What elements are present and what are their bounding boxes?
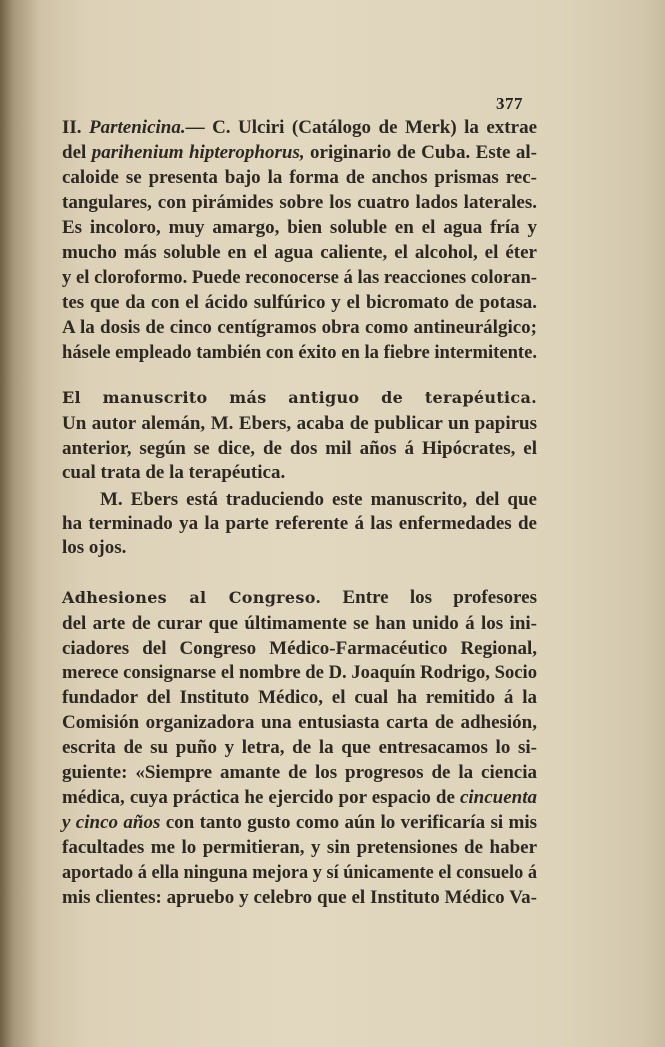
line-text: anterior, según se dice, de dos mil años á Hipócrates, el bbox=[62, 438, 537, 459]
line-text: cual trata de la terapéutica. bbox=[62, 462, 286, 483]
text-line bbox=[62, 216, 537, 240]
heading-text: Adhesiones al Congreso. bbox=[62, 588, 322, 607]
line-text: originario de Cuba. Este al- bbox=[304, 142, 537, 163]
text-line bbox=[62, 761, 537, 785]
line-text: con tanto gusto como aún lo verificaría si mis bbox=[160, 812, 537, 833]
text-line bbox=[62, 266, 537, 290]
section-heading-line bbox=[62, 386, 537, 410]
line-text: ha terminado ya la parte referente á las enfermedades de bbox=[62, 513, 537, 534]
line-text: caloide se presenta bajo la forma de anchos prismas rec- bbox=[62, 167, 537, 188]
text-line bbox=[62, 166, 537, 190]
line-text: mucho más soluble en el agua caliente, el alcohol, el éter bbox=[62, 242, 537, 263]
line-text: — C. Ulciri (Catálogo de Merk) la extrae bbox=[185, 117, 537, 138]
text-line bbox=[62, 886, 537, 910]
line-text: del bbox=[62, 142, 92, 163]
line-text: Un autor alemán, M. Ebers, acaba de publicar un papirus bbox=[62, 413, 537, 434]
line-text: Es incoloro, muy amargo, bien soluble en el agua fría y bbox=[62, 217, 537, 238]
line-text: aportado á ella ninguna mejora y sí únicamente el consuelo á bbox=[62, 862, 537, 883]
line-text: facultades me lo permitieran, y sin pretensiones de haber bbox=[62, 837, 537, 858]
line-text: y el cloroformo. Puede reconocerse á las reacciones coloran- bbox=[62, 267, 537, 288]
text-line bbox=[62, 341, 537, 365]
italic-text: cincuenta bbox=[459, 787, 537, 808]
text-line bbox=[62, 116, 537, 140]
line-text: hásele empleado también con éxito en la fiebre intermitente. bbox=[62, 342, 537, 363]
italic-text: Partenicina. bbox=[89, 117, 186, 138]
line-text: II. bbox=[62, 117, 90, 138]
line-text: guiente: «Siempre amante de los progresos de la ciencia bbox=[62, 762, 537, 783]
text-line bbox=[62, 191, 537, 215]
line-text: los ojos. bbox=[62, 537, 127, 558]
line-text: ciadores del Congreso Médico-Farmacéutico Regional, bbox=[62, 638, 537, 659]
text-line bbox=[62, 241, 537, 265]
heading-text: El manuscrito más antiguo de terapéutica. bbox=[62, 388, 537, 407]
text-line bbox=[62, 512, 537, 536]
text-line bbox=[62, 437, 537, 461]
line-text: tes que da con el ácido sulfúrico y el bicromato de potasa. bbox=[62, 292, 537, 313]
text-line bbox=[62, 291, 537, 315]
text-line bbox=[62, 861, 537, 885]
italic-text: y cinco años bbox=[62, 812, 161, 833]
line-text: tangulares, con pirámides sobre los cuatro lados laterales. bbox=[62, 192, 537, 213]
line-text: escrita de su puño y letra, de la que entresacamos lo si- bbox=[62, 737, 537, 758]
page-number: 377 bbox=[496, 94, 523, 113]
line-text: A la dosis de cinco centígramos obra como antineurálgico; bbox=[62, 317, 537, 338]
text-line bbox=[62, 316, 537, 340]
line-text: merece consignarse el nombre de D. Joaquín Rodrigo, Socio bbox=[62, 662, 537, 683]
line-text: fundador del Instituto Médico, el cual ha remitido á la bbox=[62, 687, 537, 708]
text-line bbox=[62, 637, 537, 661]
line-text: mis clientes: apruebo y celebro que el Instituto Médico Va- bbox=[62, 887, 537, 908]
text-line bbox=[62, 661, 537, 685]
text-line bbox=[62, 786, 537, 810]
italic-text: parihenium hipterophorus, bbox=[91, 142, 305, 163]
text-line bbox=[62, 461, 537, 485]
line-text: M. Ebers está traduciendo este manuscrito, del que bbox=[100, 489, 537, 510]
text-line bbox=[62, 412, 537, 436]
text-line bbox=[62, 711, 537, 735]
text-line bbox=[62, 686, 537, 710]
text-line bbox=[62, 612, 537, 636]
text-line bbox=[62, 536, 537, 560]
text-line bbox=[62, 811, 537, 835]
line-text: médica, cuya práctica he ejercido por espacio de bbox=[62, 787, 460, 808]
line-text: Comisión organizadora una entusiasta carta de adhesión, bbox=[62, 712, 537, 733]
line-text: Entre los profesores bbox=[321, 587, 537, 608]
text-line bbox=[62, 736, 537, 760]
line-text: del arte de curar que últimamente se han unido á los ini- bbox=[62, 613, 537, 634]
section-heading-line bbox=[62, 586, 537, 610]
text-line bbox=[62, 141, 537, 165]
text-line bbox=[100, 488, 537, 512]
text-line bbox=[62, 836, 537, 860]
